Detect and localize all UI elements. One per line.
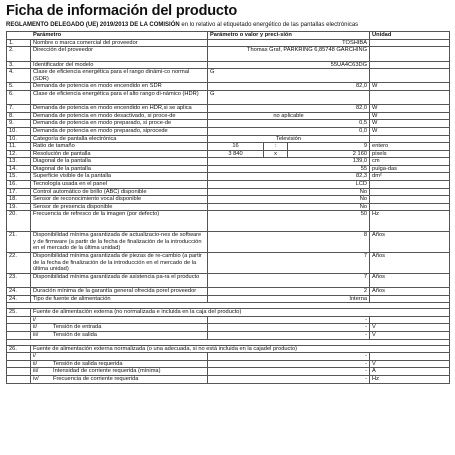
row-unit: pixels: [370, 150, 450, 158]
row-number: 2.: [7, 47, 31, 61]
section-row-value: -: [208, 360, 370, 368]
section-row-value: -: [208, 331, 370, 339]
row-number: 14.: [7, 165, 31, 173]
section-row-value: -: [208, 375, 370, 383]
row-parameter: Demanda de potencia en modo preparado, si proce-de: [31, 120, 208, 128]
row-parameter: Demanda de potencia en modo desactivado, si proce-de: [31, 112, 208, 120]
row-value: 55UA4C63DG: [208, 61, 370, 69]
table-row: [7, 196, 450, 204]
section-row-unit: V: [370, 331, 450, 339]
row-value: 82,3: [208, 173, 370, 181]
row-unit: [370, 61, 450, 69]
table-row: [7, 232, 450, 253]
section-number: 25.: [7, 309, 31, 317]
table-row: [7, 61, 450, 69]
row-unit: [370, 47, 450, 61]
section-header-row: [7, 345, 450, 353]
table-row: [7, 253, 450, 274]
row-number: 15.: [7, 173, 31, 181]
section-row-indent: [7, 316, 31, 324]
section-row-param: [31, 324, 208, 332]
section-row: [7, 331, 450, 339]
row-value: 139,0: [208, 158, 370, 166]
row-parameter: Disponibilidad mínima garantizada de piezas de re-cambio (a partir de la fecha de finalización de la introducción en el mercado de la última unidad): [31, 253, 208, 274]
row-value: No: [208, 196, 370, 204]
section-number: 26.: [7, 345, 31, 353]
row-value: 50: [208, 211, 370, 232]
row-value: G: [208, 69, 370, 83]
row-unit: Años: [370, 288, 450, 296]
row-value: No: [208, 203, 370, 211]
section-row: [7, 375, 450, 383]
row-number: 3.: [7, 61, 31, 69]
row-unit: W: [370, 112, 450, 120]
row-unit: [370, 196, 450, 204]
row-number: 11.: [7, 143, 31, 151]
row-value: 0,0: [208, 127, 370, 135]
table-body: [7, 39, 450, 302]
section-row-number: i/: [33, 353, 36, 360]
section-row-value: -: [208, 324, 370, 332]
row-unit: [370, 90, 450, 104]
row-parameter: Ratio de tamaño: [31, 143, 208, 151]
section-row-indent: [7, 360, 31, 368]
row-parameter: Demanda de potencia en modo preparado, siprocede: [31, 127, 208, 135]
section-row-unit: [370, 316, 450, 324]
table-row: [7, 112, 450, 120]
row-unit: W: [370, 83, 450, 91]
row-value-b: 2 160: [288, 150, 370, 158]
section-row-unit: V: [370, 360, 450, 368]
row-value: Thomas Graf, PARKRING 6,85748 GARCHING: [208, 47, 370, 61]
row-unit: [370, 295, 450, 303]
table-row: [7, 211, 450, 232]
row-number: 16.: [7, 181, 31, 189]
section-row-number: ii/: [33, 360, 38, 367]
row-parameter: Nombre o marca comercial del proveedor: [31, 39, 208, 47]
row-value: no aplicable: [208, 112, 370, 120]
section-row: [7, 360, 450, 368]
row-parameter: Tecnología usada en el panel: [31, 181, 208, 189]
row-unit: [370, 181, 450, 189]
table-row: [7, 135, 450, 143]
row-value: 82,0: [208, 105, 370, 113]
section-row-indent: [7, 368, 31, 376]
row-unit: [370, 39, 450, 47]
section-label: Fuente de alimentación externa normalizada (o una adecuada, si no está incluida en la cajadel producto): [31, 345, 450, 353]
row-value: 8: [208, 232, 370, 253]
row-parameter: Superficie visible de la pantalla: [31, 173, 208, 181]
section-row-indent: [7, 331, 31, 339]
row-number: 6.: [7, 90, 31, 104]
row-number: 8.: [7, 112, 31, 120]
section-25: [7, 303, 450, 339]
row-parameter: Diagonal de la pantalla: [31, 165, 208, 173]
section-row-value: -: [208, 316, 370, 324]
table-row: [7, 288, 450, 296]
row-number: 5.: [7, 83, 31, 91]
section-row-unit: Hz: [370, 375, 450, 383]
row-number: 9.: [7, 120, 31, 128]
section-row-param: [31, 316, 208, 324]
row-parameter: Resolución de pantalla: [31, 150, 208, 158]
section-row-number: ii/: [33, 324, 38, 331]
row-number: 22.: [7, 253, 31, 274]
section-row-indent: [7, 353, 31, 361]
section-row: [7, 368, 450, 376]
row-value-sep: :: [264, 143, 288, 151]
row-unit: W: [370, 120, 450, 128]
row-parameter: Disponibilidad mínima garantizada de actualizacio-nes de software y de firmware (a partir de la fecha de finalización de la introducción en el mercado de la última unidad): [31, 232, 208, 253]
table-row: [7, 165, 450, 173]
row-number: 17.: [7, 188, 31, 196]
row-parameter: Clase de eficiencia energética para el rango dinámi-co normal (SDR): [31, 69, 208, 83]
table-header-row: [7, 32, 450, 40]
section-row-number: i/: [33, 316, 36, 323]
header-unit: Unidad: [370, 32, 450, 40]
section-row-label: Frecuencia de corriente requerida: [53, 375, 139, 382]
regulation-desc: en lo relativo al etiquetado energético de las pantallas electrónicas: [179, 22, 359, 28]
product-info-table: [6, 31, 450, 383]
table-row: [7, 127, 450, 135]
row-value: 82,0: [208, 83, 370, 91]
row-number: 12.: [7, 150, 31, 158]
row-parameter: Identificador del modelo: [31, 61, 208, 69]
table-row: [7, 273, 450, 287]
row-parameter: Diagonal de la pantalla: [31, 158, 208, 166]
row-unit: dm²: [370, 173, 450, 181]
row-number: 19.: [7, 203, 31, 211]
table-row: [7, 47, 450, 61]
table-row: [7, 173, 450, 181]
row-number: 13.: [7, 158, 31, 166]
row-value: 0,5: [208, 120, 370, 128]
row-parameter: Categoría de pantalla electrónica: [31, 135, 208, 143]
row-value: Interna: [208, 295, 370, 303]
section-row-number: iii/: [33, 331, 39, 338]
row-number: 23.: [7, 273, 31, 287]
row-value: G: [208, 90, 370, 104]
row-number: 18.: [7, 196, 31, 204]
row-value: 2: [208, 288, 370, 296]
regulation-ref: REGLAMENTO DELEGADO (UE) 2019/2013 DE LA COMISIÓN: [6, 22, 180, 28]
row-parameter: Duración mínima de la garantía general ofrecida porel proveedor: [31, 288, 208, 296]
section-row: [7, 316, 450, 324]
table-row: [7, 90, 450, 104]
row-parameter: Sensor de presencia disponible: [31, 203, 208, 211]
section-header-row: [7, 309, 450, 317]
row-number: 7.: [7, 105, 31, 113]
row-value: 55: [208, 165, 370, 173]
table-row: [7, 203, 450, 211]
section-row-value: -: [208, 368, 370, 376]
table-row: [7, 83, 450, 91]
row-parameter: Frecuencia de refresco de la imagen (por defecto): [31, 211, 208, 232]
section-row-unit: [370, 353, 450, 361]
row-unit: entero: [370, 143, 450, 151]
section-row-label: Tensión de salida requerida: [53, 360, 123, 367]
section-row-param: [31, 368, 208, 376]
row-number: 20.: [7, 211, 31, 232]
row-value-a: 16: [208, 143, 264, 151]
regulation-subtitle: [6, 22, 449, 29]
row-unit: cm: [370, 158, 450, 166]
row-parameter: Control automático de brillo (ABC) disponible: [31, 188, 208, 196]
row-unit: [370, 203, 450, 211]
row-parameter: Disponibilidad mínima garantizada de asistencia pa-ra el producto: [31, 273, 208, 287]
section-row: [7, 353, 450, 361]
section-row: [7, 324, 450, 332]
row-parameter: Tipo de fuente de alimentación: [31, 295, 208, 303]
row-parameter: Demanda de potencia en modo encendido en SDR: [31, 83, 208, 91]
row-value: 7: [208, 253, 370, 274]
row-unit: W: [370, 127, 450, 135]
row-unit: Hz: [370, 211, 450, 232]
row-number: 21.: [7, 232, 31, 253]
section-row-indent: [7, 324, 31, 332]
row-unit: Años: [370, 232, 450, 253]
table-row: [7, 295, 450, 303]
table-row: [7, 188, 450, 196]
section-row-param: [31, 375, 208, 383]
page-title: Ficha de información del producto: [6, 3, 238, 19]
row-unit: Años: [370, 253, 450, 274]
table-row: [7, 69, 450, 83]
table-row: [7, 39, 450, 47]
section-row-unit: A: [370, 368, 450, 376]
row-number: 24.: [7, 288, 31, 296]
row-unit: [370, 69, 450, 83]
section-row-label: Tensión de entrada: [53, 324, 102, 331]
row-number: 10.: [7, 135, 31, 143]
section-label: Fuente de alimentación externa (no normalizada e incluida en la caja del producto): [31, 309, 450, 317]
row-number: 1.: [7, 39, 31, 47]
section-row-indent: [7, 375, 31, 383]
row-value-a: 3 840: [208, 150, 264, 158]
row-number: 4.: [7, 69, 31, 83]
row-parameter: Dirección del proveedor: [31, 47, 208, 61]
section-row-param: [31, 331, 208, 339]
table-row: [7, 105, 450, 113]
row-unit: W: [370, 105, 450, 113]
row-value: LCD: [208, 181, 370, 189]
header-value: Parámetro o valor y preci-sión: [208, 32, 370, 40]
section-row-number: iii/: [33, 368, 39, 375]
row-value-b: 9: [288, 143, 370, 151]
header-param: Parámetro: [7, 32, 208, 40]
row-value-sep: x: [264, 150, 288, 158]
table-row: [7, 150, 450, 158]
table-row: [7, 158, 450, 166]
section-row-label: Intensidad de corriente requerida (mínima): [53, 368, 161, 375]
table-row: [7, 181, 450, 189]
section-26: [7, 339, 450, 383]
row-value: Televisión: [208, 135, 370, 143]
row-parameter: Sensor de reconocimiento vocal disponible: [31, 196, 208, 204]
row-number: 10.: [7, 127, 31, 135]
row-unit: pulga-das: [370, 165, 450, 173]
row-value: 7: [208, 273, 370, 287]
table-row: [7, 143, 450, 151]
row-unit: [370, 188, 450, 196]
row-number: 24.: [7, 295, 31, 303]
section-row-label: Tensión de salida: [53, 331, 97, 338]
row-parameter: Clase de eficiencia energética para el alto rango di-námico (HDR): [31, 90, 208, 104]
section-row-number: iv/: [33, 375, 39, 382]
row-parameter: Demanda de potencia en modo encendido en HDR,si se aplica: [31, 105, 208, 113]
table-row: [7, 120, 450, 128]
row-unit: Años: [370, 273, 450, 287]
section-row-unit: V: [370, 324, 450, 332]
section-row-param: [31, 360, 208, 368]
row-unit: [370, 135, 450, 143]
row-value: TOSHIBA: [208, 39, 370, 47]
section-row-value: -: [208, 353, 370, 361]
row-value: No: [208, 188, 370, 196]
section-row-param: [31, 353, 208, 361]
